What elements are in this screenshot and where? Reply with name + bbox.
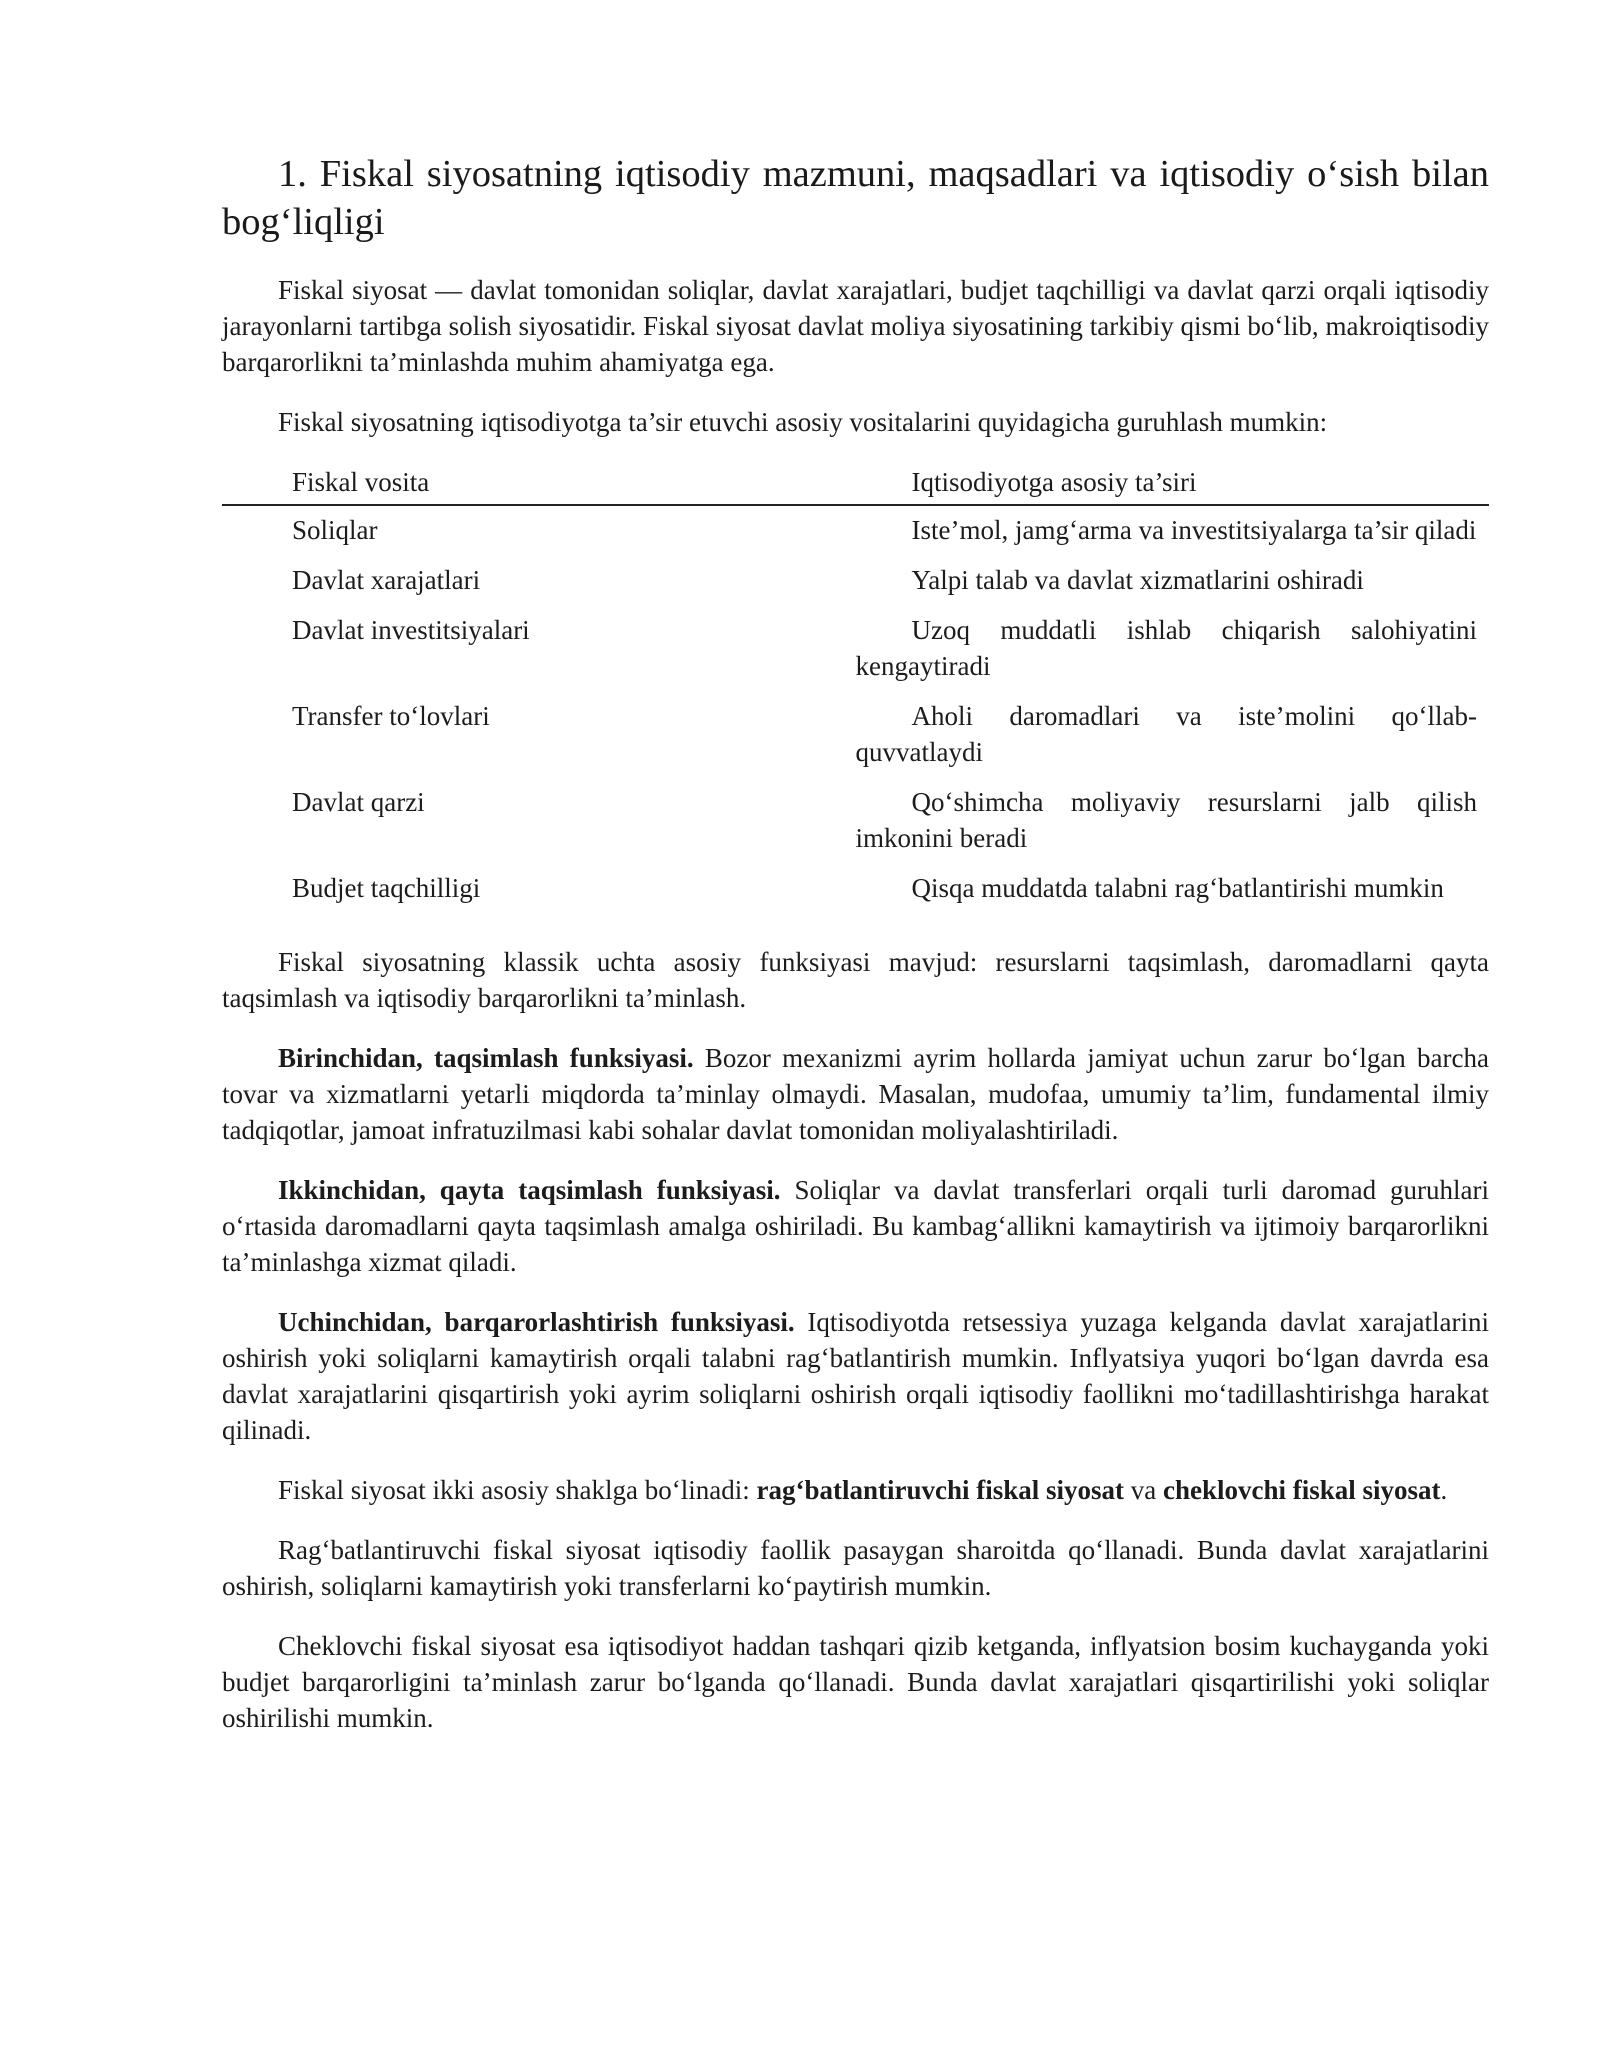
- table-cell-tool: Davlat investitsiyalari: [292, 615, 530, 645]
- table-cell-tool: Soliqlar: [292, 515, 378, 545]
- table-header-effect: Iqtisodiyotga asosiy ta’siri: [856, 464, 1490, 505]
- policy-form-expansionary: rag‘batlantiruvchi fiskal siyosat: [756, 1475, 1125, 1505]
- table-cell-effect: Iste’mol, jamg‘arma va investitsiyalarga ta’sir qiladi: [911, 515, 1477, 545]
- fiscal-tools-table: [222, 464, 1489, 914]
- table-row: [222, 692, 1489, 778]
- allocation-function-text: Bozor mexanizmi ayrim hollarda jamiyat uchun zarur bo‘lgan barcha tovar va xizmatlarni yetarli miqdorda ta’minlay olmaydi. Masalan, mudofaa, umumiy ta’lim, fundamental ilmiy tadqiqotlar, jamoat infratuzilmasi kabi sohalar davlat tomonidan moliyalashtiriladi.: [222, 1043, 1489, 1145]
- stabilization-function-title: Uchinchidan, barqarorlashtirish funksiyasi.: [278, 1307, 795, 1337]
- allocation-function-title: Birinchidan, taqsimlash funksiyasi.: [278, 1043, 694, 1073]
- tools-intro-paragraph: Fiskal siyosatning iqtisodiyotga ta’sir etuvchi asosiy vositalarini quyidagicha guruhlash mumkin:: [278, 407, 1328, 437]
- redistribution-function-text: Soliqlar va davlat transferlari orqali turli daromad guruhlari o‘rtasida daromadlarni qayta taqsimlash amalga oshiriladi. Bu kambag‘allikni kamaytirish va ijtimoiy barqarorlikni ta’minlashga xizmat qiladi.: [222, 1175, 1489, 1277]
- table-row: [222, 556, 1489, 606]
- table-row: [222, 864, 1489, 914]
- policy-forms-end: .: [1440, 1475, 1448, 1505]
- table-cell-tool: Davlat xarajatlari: [292, 565, 481, 595]
- policy-forms-paragraph: [222, 1472, 1489, 1508]
- table-cell-tool: Davlat qarzi: [292, 787, 425, 817]
- table-row: [222, 606, 1489, 692]
- policy-forms-lead: Fiskal siyosat ikki asosiy shaklga bo‘linadi:: [278, 1475, 757, 1505]
- table-cell-effect: Qo‘shimcha moliyaviy resurslarni jalb qilish imkonini beradi: [855, 787, 1477, 853]
- table-row: [222, 778, 1489, 864]
- table-header-row: [222, 464, 1489, 505]
- redistribution-function-title: Ikkinchidan, qayta taqsimlash funksiyasi.: [278, 1175, 781, 1205]
- table-cell-effect: Uzoq muddatli ishlab chiqarish salohiyatini kengaytiradi: [855, 615, 1477, 681]
- table-header-tool: Fiskal vosita: [222, 464, 856, 505]
- allocation-function-paragraph: [222, 1040, 1489, 1148]
- stabilization-function-text: Iqtisodiyotda retsessiya yuzaga kelganda davlat xarajatlarini oshirish yoki soliqlarni kamaytirish orqali talabni rag‘batlantirish mumkin. Inflyatsiya yuqori bo‘lgan davrda esa davlat xarajatlarini qisqartirish yoki ayrim soliqlarni oshirish orqali iqtisodiy faollikni mo‘tadillashtirishga harakat qilinadi.: [222, 1307, 1489, 1445]
- table-cell-effect: Qisqa muddatda talabni rag‘batlantirishi mumkin: [911, 873, 1444, 903]
- redistribution-function-paragraph: [222, 1172, 1489, 1280]
- expansionary-policy-paragraph: Rag‘batlantiruvchi fiskal siyosat iqtisodiy faollik pasaygan sharoitda qo‘llanadi. Bunda davlat xarajatlarini oshirish, soliqlarni kamaytirish yoki transferlarni ko‘paytirish mumkin.: [222, 1535, 1489, 1601]
- table-cell-tool: Budjet taqchilligi: [292, 873, 481, 903]
- intro-paragraph: Fiskal siyosat — davlat tomonidan soliqlar, davlat xarajatlari, budjet taqchilligi va davlat qarzi orqali iqtisodiy jarayonlarni tartibga solish siyosatidir. Fiskal siyosat davlat moliya siyosatining tarkibiy qismi bo‘lib, makroiqtisodiy barqarorlikni ta’minlashda muhim ahamiyatga ega.: [222, 275, 1489, 377]
- table-cell-tool: Transfer to‘lovlari: [292, 701, 490, 731]
- table-cell-effect: Aholi daromadlari va iste’molini qo‘llab-quvvatlaydi: [855, 701, 1477, 767]
- table-cell-effect: Yalpi talab va davlat xizmatlarini oshiradi: [911, 565, 1364, 595]
- stabilization-function-paragraph: [222, 1304, 1489, 1448]
- contractionary-policy-paragraph: Cheklovchi fiskal siyosat esa iqtisodiyot haddan tashqari qizib ketganda, inflyatsion bosim kuchayganda yoki budjet barqarorligini ta’minlash zarur bo‘lganda qo‘llanadi. Bunda davlat xarajatlari qisqartirilishi yoki soliqlar oshirilishi mumkin.: [222, 1631, 1489, 1733]
- policy-forms-joiner: va: [1124, 1475, 1163, 1505]
- table-row: [222, 505, 1489, 556]
- policy-form-contractionary: cheklovchi fiskal siyosat: [1163, 1475, 1441, 1505]
- section-heading: 1. Fiskal siyosatning iqtisodiy mazmuni, maqsadlari va iqtisodiy o‘sish bilan bog‘liqligi: [222, 153, 1489, 243]
- functions-intro-paragraph: Fiskal siyosatning klassik uchta asosiy funksiyasi mavjud: resurslarni taqsimlash, daromadlarni qayta taqsimlash va iqtisodiy barqarorlikni ta’minlash.: [222, 947, 1489, 1013]
